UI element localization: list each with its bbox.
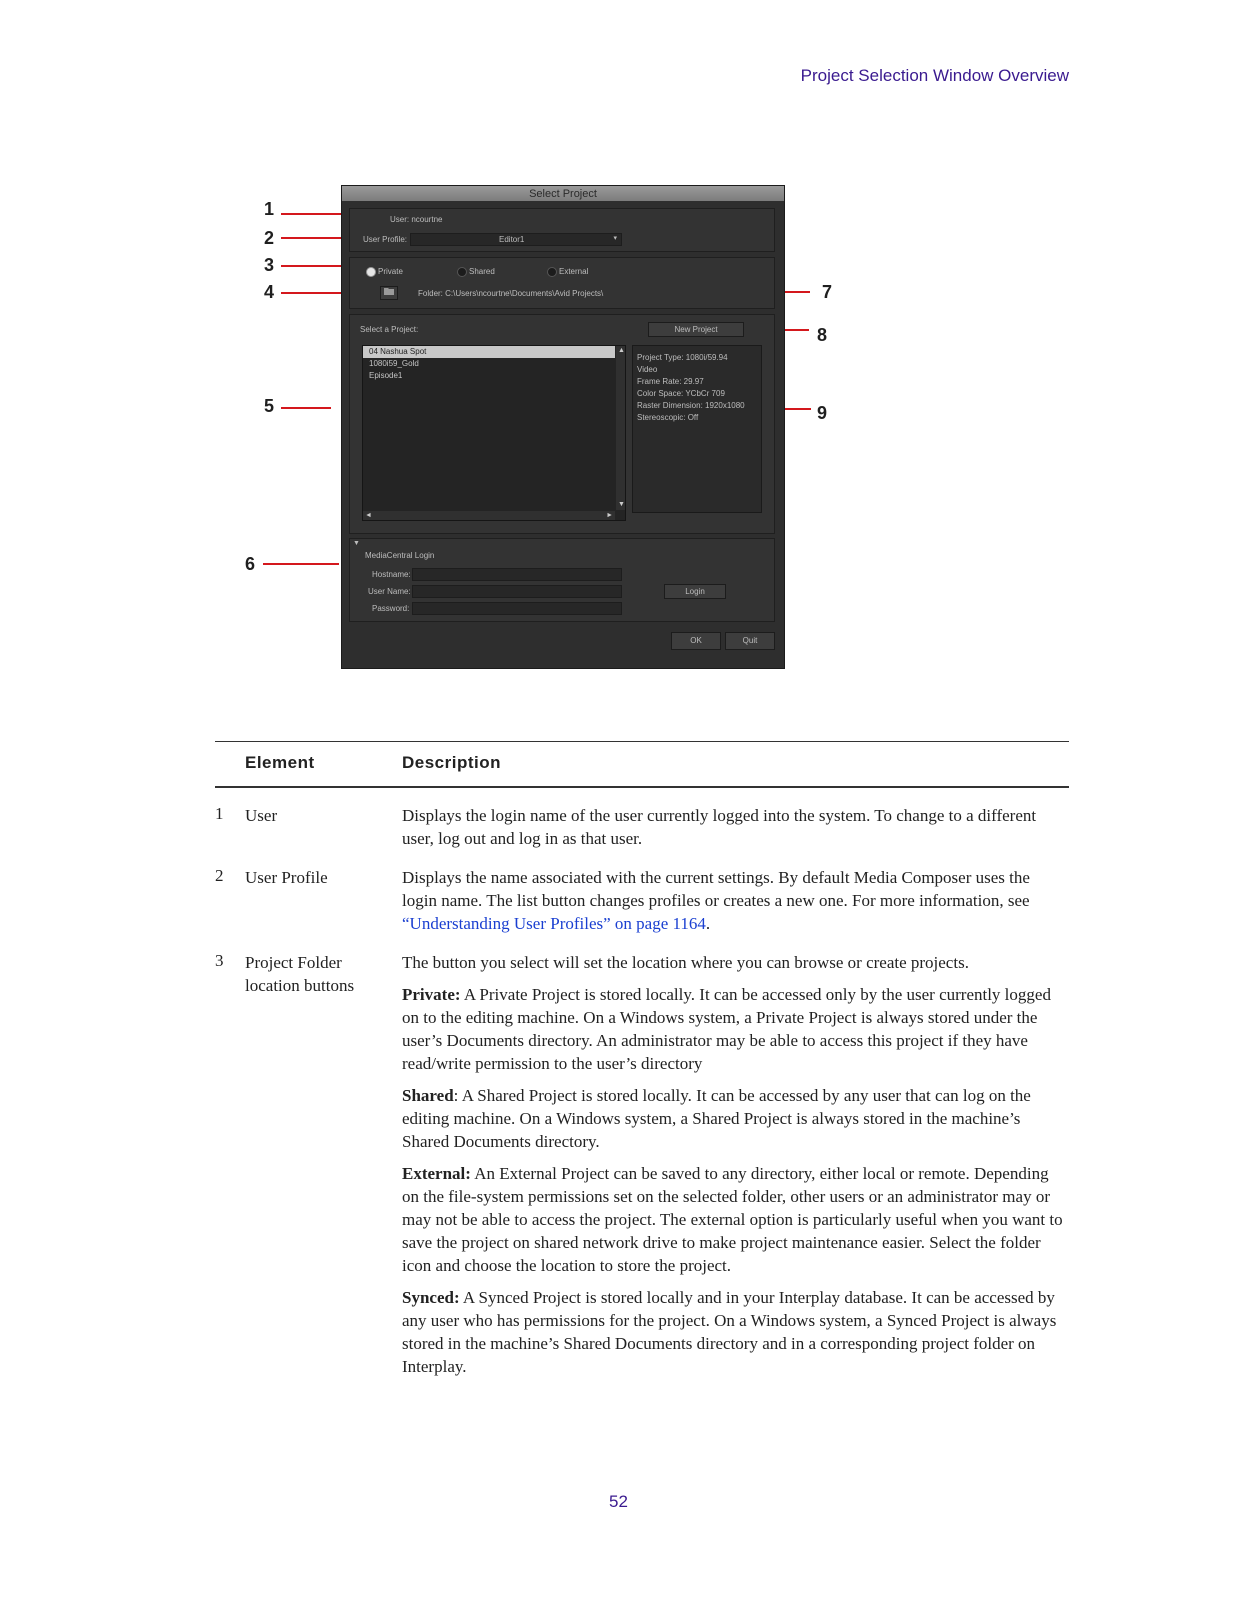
row-description: [402, 804, 1069, 850]
info-line: Raster Dimension: 1920x1080: [637, 401, 745, 410]
user-label: User: ncourtne: [390, 215, 443, 224]
password-label: Password:: [372, 604, 410, 613]
select-project-dialog: [341, 185, 785, 669]
external-text: An External Project can be saved to any directory, either local or remote. Depending on the file-system permissions set on the selected folder, other users or an administrator may or may not be able to access the project. The external option is particularly useful when you want to save the project on shared network drive to make project maintenance easier. Select the folder icon and choose the location to store the project.: [402, 1164, 1063, 1275]
description-text-main: Displays the name associated with the current settings. By default Media Composer uses the login name. The list button changes profiles or creates a new one. For more information, see: [402, 868, 1030, 910]
description-text: Displays the login name of the user currently logged into the system. To change to a different user, log out and log in as that user.: [402, 806, 1037, 848]
shared-radio-label: Shared: [469, 267, 495, 276]
shared-description: [402, 1084, 1069, 1153]
row-element: User: [245, 806, 278, 825]
mediacentral-login-title: MediaCentral Login: [365, 551, 435, 560]
info-line: Color Space: YCbCr 709: [637, 389, 725, 398]
shared-text: : A Shared Project is stored locally. It can be accessed by any user that can log on the editing machine. On a Windows system, a Shared Project is always stored in the machine’s Shared Documents directory.: [402, 1086, 1031, 1151]
login-button[interactable]: Login: [664, 584, 726, 599]
project-info-box: [632, 345, 762, 513]
callout-7: 7: [822, 282, 833, 302]
user-profile-label: User Profile:: [363, 235, 408, 244]
callout-8: 8: [817, 325, 828, 345]
folder-path: Folder: C:\Users\ncourtne\Documents\Avid Projects\: [418, 289, 604, 298]
user-profile-dropdown[interactable]: [410, 233, 622, 246]
scroll-right-icon[interactable]: ►: [606, 512, 613, 519]
synced-description: [402, 1286, 1069, 1378]
user-profiles-link[interactable]: “Understanding User Profiles” on page 1164: [402, 914, 706, 933]
private-description: [402, 983, 1069, 1075]
column-header-element: Element: [245, 753, 315, 772]
row-element: Project Folder location buttons: [245, 953, 355, 995]
mediacentral-login-panel: [349, 538, 775, 622]
row-number: 3: [215, 951, 224, 970]
page-number: 52: [609, 1492, 628, 1511]
select-project-label: Select a Project:: [360, 325, 419, 334]
scroll-down-icon[interactable]: ▼: [618, 501, 625, 508]
external-term: External:: [402, 1164, 471, 1183]
collapse-triangle-icon[interactable]: ▼: [353, 540, 360, 547]
list-item[interactable]: 04 Nashua Spot: [363, 346, 615, 358]
callout-3: 3: [264, 255, 275, 275]
table-header: [215, 741, 1069, 788]
info-line: Stereoscopic: Off: [637, 413, 699, 422]
select-project-figure: [243, 185, 843, 675]
callout-5-line: [281, 407, 331, 409]
row-description: [402, 951, 1069, 1378]
vertical-scrollbar[interactable]: [616, 346, 625, 510]
user-panel: [349, 208, 775, 252]
hostname-label: Hostname:: [372, 570, 411, 579]
row-number: 2: [215, 866, 224, 885]
password-field[interactable]: [412, 602, 622, 615]
info-line: Frame Rate: 29.97: [637, 377, 704, 386]
private-text: A Private Project is stored locally. It can be accessed only by the user currently logged on to the editing machine. On a Windows system, a Private Project is always stored under the user’s Documents directory. An administrator may be able to access this project if they have read/write permission to the user’s directory: [402, 985, 1051, 1073]
username-field[interactable]: [412, 585, 622, 598]
table-row: [215, 866, 1069, 935]
folder-icon-button[interactable]: [380, 286, 398, 300]
list-item[interactable]: 1080i59_Gold: [369, 359, 419, 368]
description-text-end: .: [705, 914, 711, 933]
callout-6-line: [263, 563, 339, 565]
shared-radio[interactable]: [457, 267, 467, 277]
callout-1: 1: [264, 199, 275, 219]
element-description-table: [215, 741, 1069, 1387]
new-project-button[interactable]: New Project: [648, 322, 744, 337]
callout-4: 4: [264, 282, 275, 302]
list-item[interactable]: Episode1: [369, 371, 403, 380]
project-location-panel: [349, 257, 775, 309]
callout-9: 9: [817, 403, 828, 423]
callout-6: 6: [245, 554, 256, 574]
synced-term: Synced:: [402, 1288, 460, 1307]
table-row: [215, 951, 1069, 1378]
username-label: User Name:: [368, 587, 411, 596]
folder-icon: [384, 287, 394, 295]
column-header-description: Description: [402, 753, 502, 772]
dialog-title: Select Project: [342, 186, 784, 201]
horizontal-scrollbar[interactable]: [363, 511, 615, 520]
synced-text: A Synced Project is stored locally and in your Interplay database. It can be accessed by any user who has permissions for the project. On a Windows system, a Synced Project is always stored in the machine’s Shared Documents directory and in a corresponding project folder on Interplay.: [402, 1288, 1057, 1376]
callout-5: 5: [264, 396, 275, 416]
hostname-field[interactable]: [412, 568, 622, 581]
row-description: [402, 866, 1069, 935]
private-radio-label: Private: [378, 267, 403, 276]
external-radio[interactable]: [547, 267, 557, 277]
description-text: [402, 866, 1069, 935]
project-list[interactable]: [362, 345, 626, 521]
external-radio-label: External: [559, 267, 589, 276]
table-row: [215, 804, 1069, 850]
private-radio[interactable]: [366, 267, 376, 277]
shared-term: Shared: [402, 1086, 454, 1105]
scroll-left-icon[interactable]: ◄: [365, 512, 372, 519]
callout-2: 2: [264, 228, 275, 248]
chevron-down-icon: ▾: [613, 235, 617, 242]
running-header: Project Selection Window Overview: [800, 66, 1069, 85]
info-line: Project Type: 1080i/59.94: [637, 353, 728, 362]
row-element: User Profile: [245, 868, 328, 887]
scroll-up-icon[interactable]: ▲: [618, 347, 625, 354]
external-description: [402, 1162, 1069, 1277]
quit-button[interactable]: Quit: [725, 632, 775, 650]
info-line: Video: [637, 365, 658, 374]
row-number: 1: [215, 804, 224, 823]
ok-button[interactable]: OK: [671, 632, 721, 650]
description-intro: The button you select will set the location where you can browse or create projects.: [402, 953, 969, 972]
private-term: Private:: [402, 985, 461, 1004]
project-select-panel: [349, 314, 775, 534]
user-profile-value: Editor1: [499, 235, 525, 244]
